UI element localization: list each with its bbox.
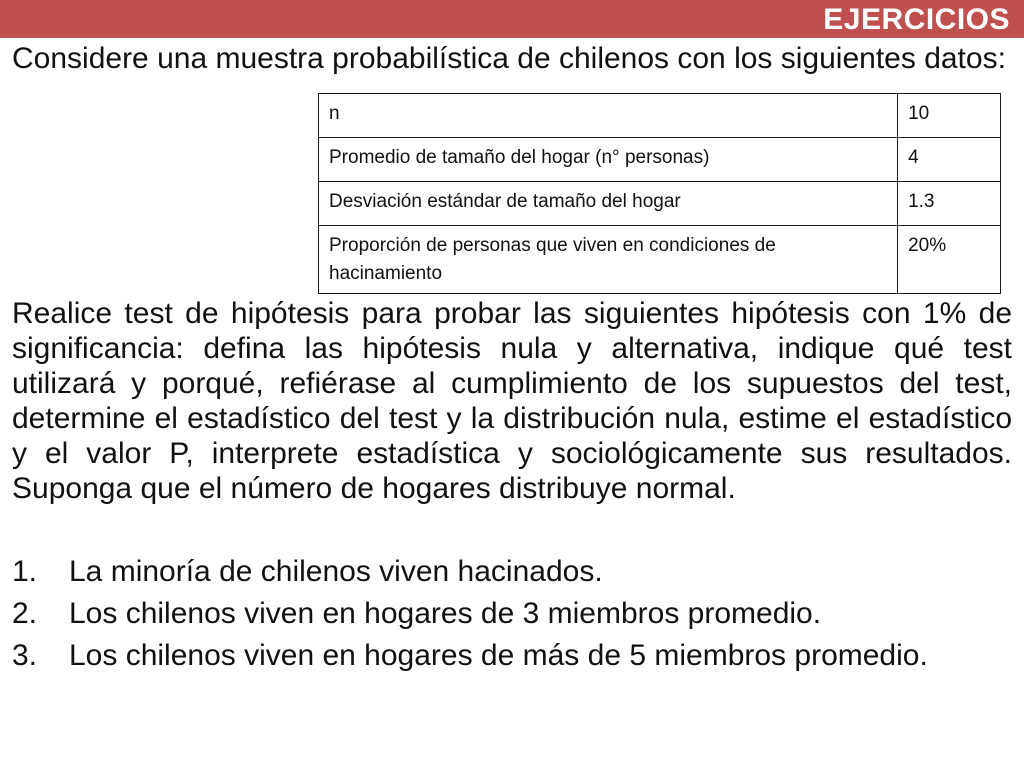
list-item-text: La minoría de chilenos viven hacinados. <box>69 555 603 588</box>
table-row <box>319 94 1001 138</box>
instructions-paragraph: Realice test de hipótesis para probar las siguientes hipótesis con 1% de significancia: defina las hipótesis nula y alternativa, indique qué test utilizará y porqué, refiérase al cumplimiento de los supuestos del test, determine el estadístico del test y la distribución nula, estime el estadístico y el valor P, interprete estadística y sociológicamente sus resultados. Suponga que el número de hogares distribuye normal. <box>12 297 1012 505</box>
list-item-number: 2. <box>12 597 38 630</box>
data-table <box>318 93 1001 294</box>
hypotheses-list <box>12 554 1012 680</box>
list-item-number: 1. <box>12 555 38 588</box>
table-cell-value: 10 <box>898 94 1001 138</box>
list-item <box>12 638 1012 673</box>
slide-title: EJERCICIOS <box>823 3 1010 36</box>
table-cell-label: Proporción de personas que viven en condiciones de hacinamiento <box>319 226 898 294</box>
table-cell-value: 4 <box>898 138 1001 182</box>
table-row <box>319 138 1001 182</box>
table-cell-value: 1.3 <box>898 182 1001 226</box>
header-bar <box>0 0 1024 38</box>
intro-paragraph: Considere una muestra probabilística de chilenos con los siguientes datos: <box>12 42 1006 75</box>
table-row <box>319 182 1001 226</box>
list-item <box>12 596 1012 631</box>
list-item-text: Los chilenos viven en hogares de más de 5 miembros promedio. <box>69 639 928 672</box>
list-item <box>12 554 1012 589</box>
table-row <box>319 226 1001 294</box>
table-cell-label: Promedio de tamaño del hogar (n° personas) <box>319 138 898 182</box>
list-item-number: 3. <box>12 639 38 672</box>
list-item-text: Los chilenos viven en hogares de 3 miembros promedio. <box>69 597 822 630</box>
table-cell-label: Desviación estándar de tamaño del hogar <box>319 182 898 226</box>
table-cell-label: n <box>319 94 898 138</box>
table-cell-value: 20% <box>898 226 1001 294</box>
